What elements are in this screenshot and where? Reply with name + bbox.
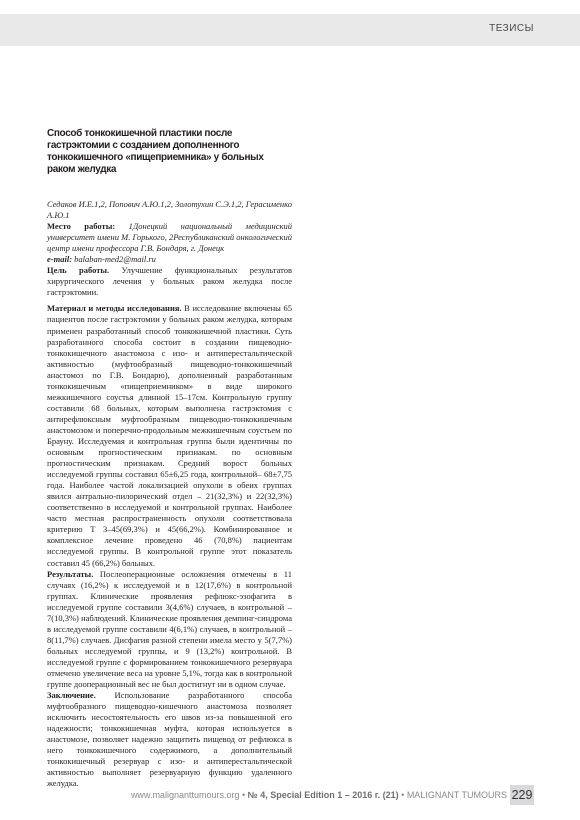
methods-paragraph: [47, 303, 292, 568]
aim-label: Цель работы.: [47, 265, 110, 276]
footer-site[interactable]: www.malignanttumours.org: [130, 790, 240, 800]
article: [47, 128, 292, 789]
section-label: ТЕЗИСЫ: [489, 23, 534, 34]
footer-issue: № 4, Special Edition 1 – 2016 г. (21): [247, 790, 399, 800]
methods-text: В исследование включены 65 пациентов после гастрэктомии у больных раком желудка, которым применен разработанный способ тонкокишечной пластики. Суть разработанного способа состоит в создании пищеводно-тонкокишечного анастомоза с изо- и антиперестальтической активностью (муфтообразный пищеводно-тонкокишечный анастомоз по Г.В. Бондарю), дополненный разработанным тонкокишечным «пищеприемником» в виде широкого межкишечного соустья длинной 15–17см. Контрольную группу составили 68 больных, которым выполнена гастрэктомия с антирефлюксным муфтообразным пищеводно-тонкокишечным анастомозом и поперечно-продольным межкишечным соустьем по Брауну. Исследуемая и контрольная группа были идентичны по основным прогностическим признакам. по основным прогностическим признакам. Средний ворост больных исследуемой группы составил 65±6,25 года, контрольной– 68±7,75 года. Наиболее частой локализацией опухоли в обеих группах явился антрально-пилорический отдел – 21(32,3%) и 22(32,3%) соответственно в исследуемой и контрольной группах. Наиболее часто местная распространенность опухоли соответствовала критерию T 3–45(69,3%) и 45(66,2%). Комбинированное и комплексное лечение проведено 46 (70,8%) пациентам исследуемой группы. В контрольной группе этот показатель составил 45 (66,2%) больных.: [47, 303, 292, 568]
aim-paragraph: [47, 265, 292, 298]
methods-label: Материал и методы исследования.: [47, 303, 182, 314]
results-label: Результаты.: [47, 568, 94, 579]
workplace-label: Место работы:: [47, 221, 116, 232]
results-paragraph: [47, 569, 292, 691]
article-title: Способ тонкокишечной пластики после гастрэктомии с созданием дополненного тонкокишечного «пищеприемника» у больных раком желудка: [47, 128, 264, 175]
footer-text: [131, 790, 507, 800]
page-footer: [0, 785, 580, 805]
header-bar: [0, 14, 580, 46]
footer-journal: MALIGNANT TUMOURS: [406, 790, 507, 800]
conclusion-label: Заключение.: [47, 690, 96, 701]
article-authors: Седаков И.Е.1,2, Попович А.Ю.1,2, Золотухин С.Э.1,2, Герасименко А.Ю.1: [47, 199, 292, 221]
footer-bullet: •: [401, 790, 405, 800]
email-label: e-mail:: [47, 254, 73, 265]
email-value[interactable]: balaban-med2@mail.ru: [74, 254, 156, 265]
email-paragraph: [47, 254, 292, 265]
results-text: Послеоперационные осложнения отмечены в 11 случаях (16,2%) к исследуемой и в 12(17,6%) в контрольной группах. Клинические проявления рефлюкс-эзофагита в исследуемой группе составили 3(4,6%) случаев, в контрольной – 7(10,3%) наблюдений. Клинические проявления демпинг-синдрома в исследуемой группе составили 4(6,1%) случаев, в контрольной – 8(11,7%) случаев. Дисфагия разной степени имела место у 5(7,7%) больных исследуемой группы, и 9 (13,2%) контрольной. В исследуемой группе с формированием тонкокишечного резервуара отмечено увеличение веса на уровне 5,1%, тогда как в контрольной группе дооперационный вес не был достигнут ни в одном случае.: [47, 568, 292, 690]
conclusion-paragraph: [47, 690, 292, 789]
page-number: 229: [510, 785, 534, 805]
workplace-text: 1Донецкий национальный медицинский университет имени М. Горького, 2Республиканский онкологический центр имени профессора Г.В. Бондаря, г. Донецк: [47, 221, 292, 254]
conclusion-text: Использование разработанного способа муфтообразного пищеводно-кишечного анастомоза позволяет исключить несостоятельность его швов из-за повышенной его надежности; тонкокишечная муфта, которая используется в анастомозе, позволяет надежно защитить пищевод от рефлюкса в него тонкокишечного содержимого, а дополнительный тонкокишечный резервуар с изо- и антиперестальтической активностью выполняет резервуарную функцию удаленного желудка.: [47, 690, 292, 789]
aim-text: Улучшение функциональных результатов хирургического лечения у больных раком желудка после гастрэктомии.: [47, 265, 293, 298]
footer-bullet: •: [242, 790, 246, 800]
workplace-paragraph: [47, 221, 292, 254]
